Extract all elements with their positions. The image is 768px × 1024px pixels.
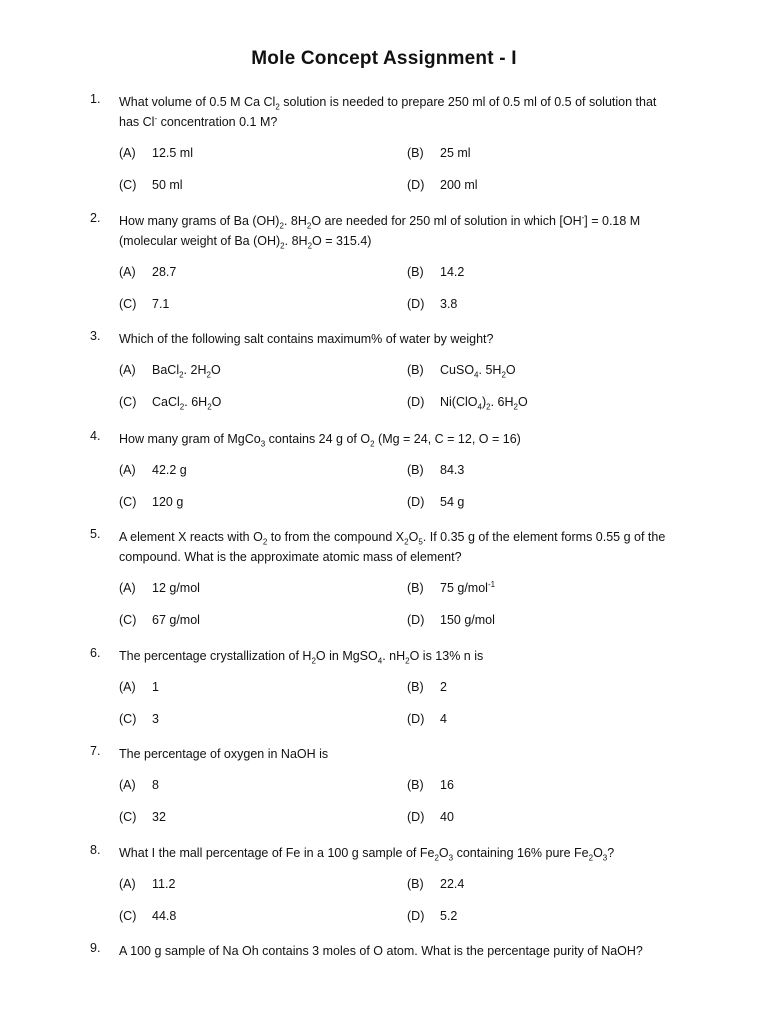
option-label: (C) (119, 395, 137, 409)
option-value: 5.2 (440, 909, 458, 923)
option-label: (A) (119, 877, 136, 891)
option-value: $Ni(ClO_4)_2$. $6H_2O$ (440, 395, 528, 412)
option-value: 32 (152, 810, 166, 824)
option-label: (B) (407, 581, 424, 595)
option-value: 4 (440, 712, 447, 726)
option-label: (C) (119, 810, 137, 824)
option-value: 40 (440, 810, 454, 824)
option-label: (D) (407, 613, 425, 627)
option-value: 120 g (152, 495, 184, 509)
option-label: (B) (407, 877, 424, 891)
option-value: 42.2 g (152, 463, 187, 477)
option-value: 3 (152, 712, 159, 726)
question-number: 6. (90, 646, 101, 660)
option-label: (A) (119, 680, 136, 694)
option-label: (D) (407, 712, 425, 726)
question-number: 9. (90, 941, 101, 955)
question-text: What volume of 0.5 M Ca $Cl_2$ solution is needed to prepare 250 ml of 0.5 ml of 0.5 of solution that has Cl- concentration 0.1 M? (119, 95, 657, 129)
option-value: 75 g/mol$^{-1}$ (440, 579, 496, 595)
option-value: 1 (152, 680, 159, 694)
question-text: Which of the following salt contains maximum% of water by weight? (119, 332, 494, 346)
question-number: 2. (90, 211, 101, 225)
option-value: 7.1 (152, 297, 170, 311)
question-text: The percentage of oxygen in NaOH is (119, 747, 329, 761)
option-value: 11.2 (152, 877, 176, 891)
option-label: (B) (407, 463, 424, 477)
question-number: 4. (90, 429, 101, 443)
option-value: CaCl$_2$. $6H_2O$ (152, 395, 222, 412)
option-value: 16 (440, 778, 454, 792)
option-value: 28.7 (152, 265, 177, 279)
option-label: (C) (119, 909, 137, 923)
option-label: (D) (407, 495, 425, 509)
option-value: 2 (440, 680, 447, 694)
option-value: 22.4 (440, 877, 465, 891)
question-text: A element X reacts with $O_2$ to from the compound $X_2O_5$. If 0.35 g of the element forms 0.55 g of the compound. What is the approximate atomic mass of element? (119, 530, 666, 564)
option-label: (B) (407, 146, 424, 160)
option-label: (B) (407, 363, 424, 377)
option-label: (B) (407, 778, 424, 792)
question-number: 7. (90, 744, 101, 758)
option-label: (C) (119, 178, 137, 192)
option-label: (A) (119, 581, 136, 595)
question-text: The percentage crystallization of $H_2O$ in MgSO$_4$. $nH_2O$ is 13% n is (119, 649, 484, 666)
option-label: (D) (407, 395, 425, 409)
option-label: (C) (119, 297, 137, 311)
option-label: (D) (407, 810, 425, 824)
option-value: 12 g/mol (152, 581, 200, 595)
page-title: Mole Concept Assignment - I (251, 48, 517, 69)
option-value: 3.8 (440, 297, 458, 311)
option-label: (A) (119, 778, 136, 792)
option-value: 25 ml (440, 146, 471, 160)
option-label: (D) (407, 297, 425, 311)
question-number: 5. (90, 527, 101, 541)
question-text: What I the mall percentage of Fe in a 100 g sample of $Fe_2O_3$ containing 16% pure $Fe_2O_3$? (119, 846, 615, 863)
option-label: (D) (407, 909, 425, 923)
option-value: 50 ml (152, 178, 183, 192)
option-value: 84.3 (440, 463, 465, 477)
question-text: How many grams of Ba $(OH)_2$. $8H_2O$ are needed for 250 ml of solution in which [OH-] = 0.18 M (molecular weight of Ba $(OH)_2$. $8H_2O = 315.4$) (119, 212, 641, 251)
option-value: 14.2 (440, 265, 465, 279)
option-value: 8 (152, 778, 159, 792)
option-value: 150 g/mol (440, 613, 495, 627)
option-value: BaCl$_2$. $2H_2O$ (152, 363, 221, 380)
option-label: (A) (119, 146, 136, 160)
option-value: 12.5 ml (152, 146, 193, 160)
option-label: (A) (119, 463, 136, 477)
option-label: (B) (407, 265, 424, 279)
question-text: A 100 g sample of Na Oh contains 3 moles of O atom. What is the percentage purity of NaOH? (119, 944, 643, 958)
option-label: (C) (119, 613, 137, 627)
option-label: (A) (119, 363, 136, 377)
question-text: How many gram of MgCo$_3$ contains 24 g of $O_2$ (Mg = 24, C = 12, O = 16) (119, 432, 521, 449)
option-value: CuSO$_4$. $5H_2O$ (440, 363, 516, 380)
option-label: (B) (407, 680, 424, 694)
option-label: (C) (119, 495, 137, 509)
option-value: 54 g (440, 495, 465, 509)
question-number: 1. (90, 92, 101, 106)
option-label: (D) (407, 178, 425, 192)
option-value: 67 g/mol (152, 613, 200, 627)
option-value: 200 ml (440, 178, 478, 192)
option-label: (A) (119, 265, 136, 279)
option-value: 44.8 (152, 909, 177, 923)
option-label: (C) (119, 712, 137, 726)
question-number: 3. (90, 329, 101, 343)
question-number: 8. (90, 843, 101, 857)
